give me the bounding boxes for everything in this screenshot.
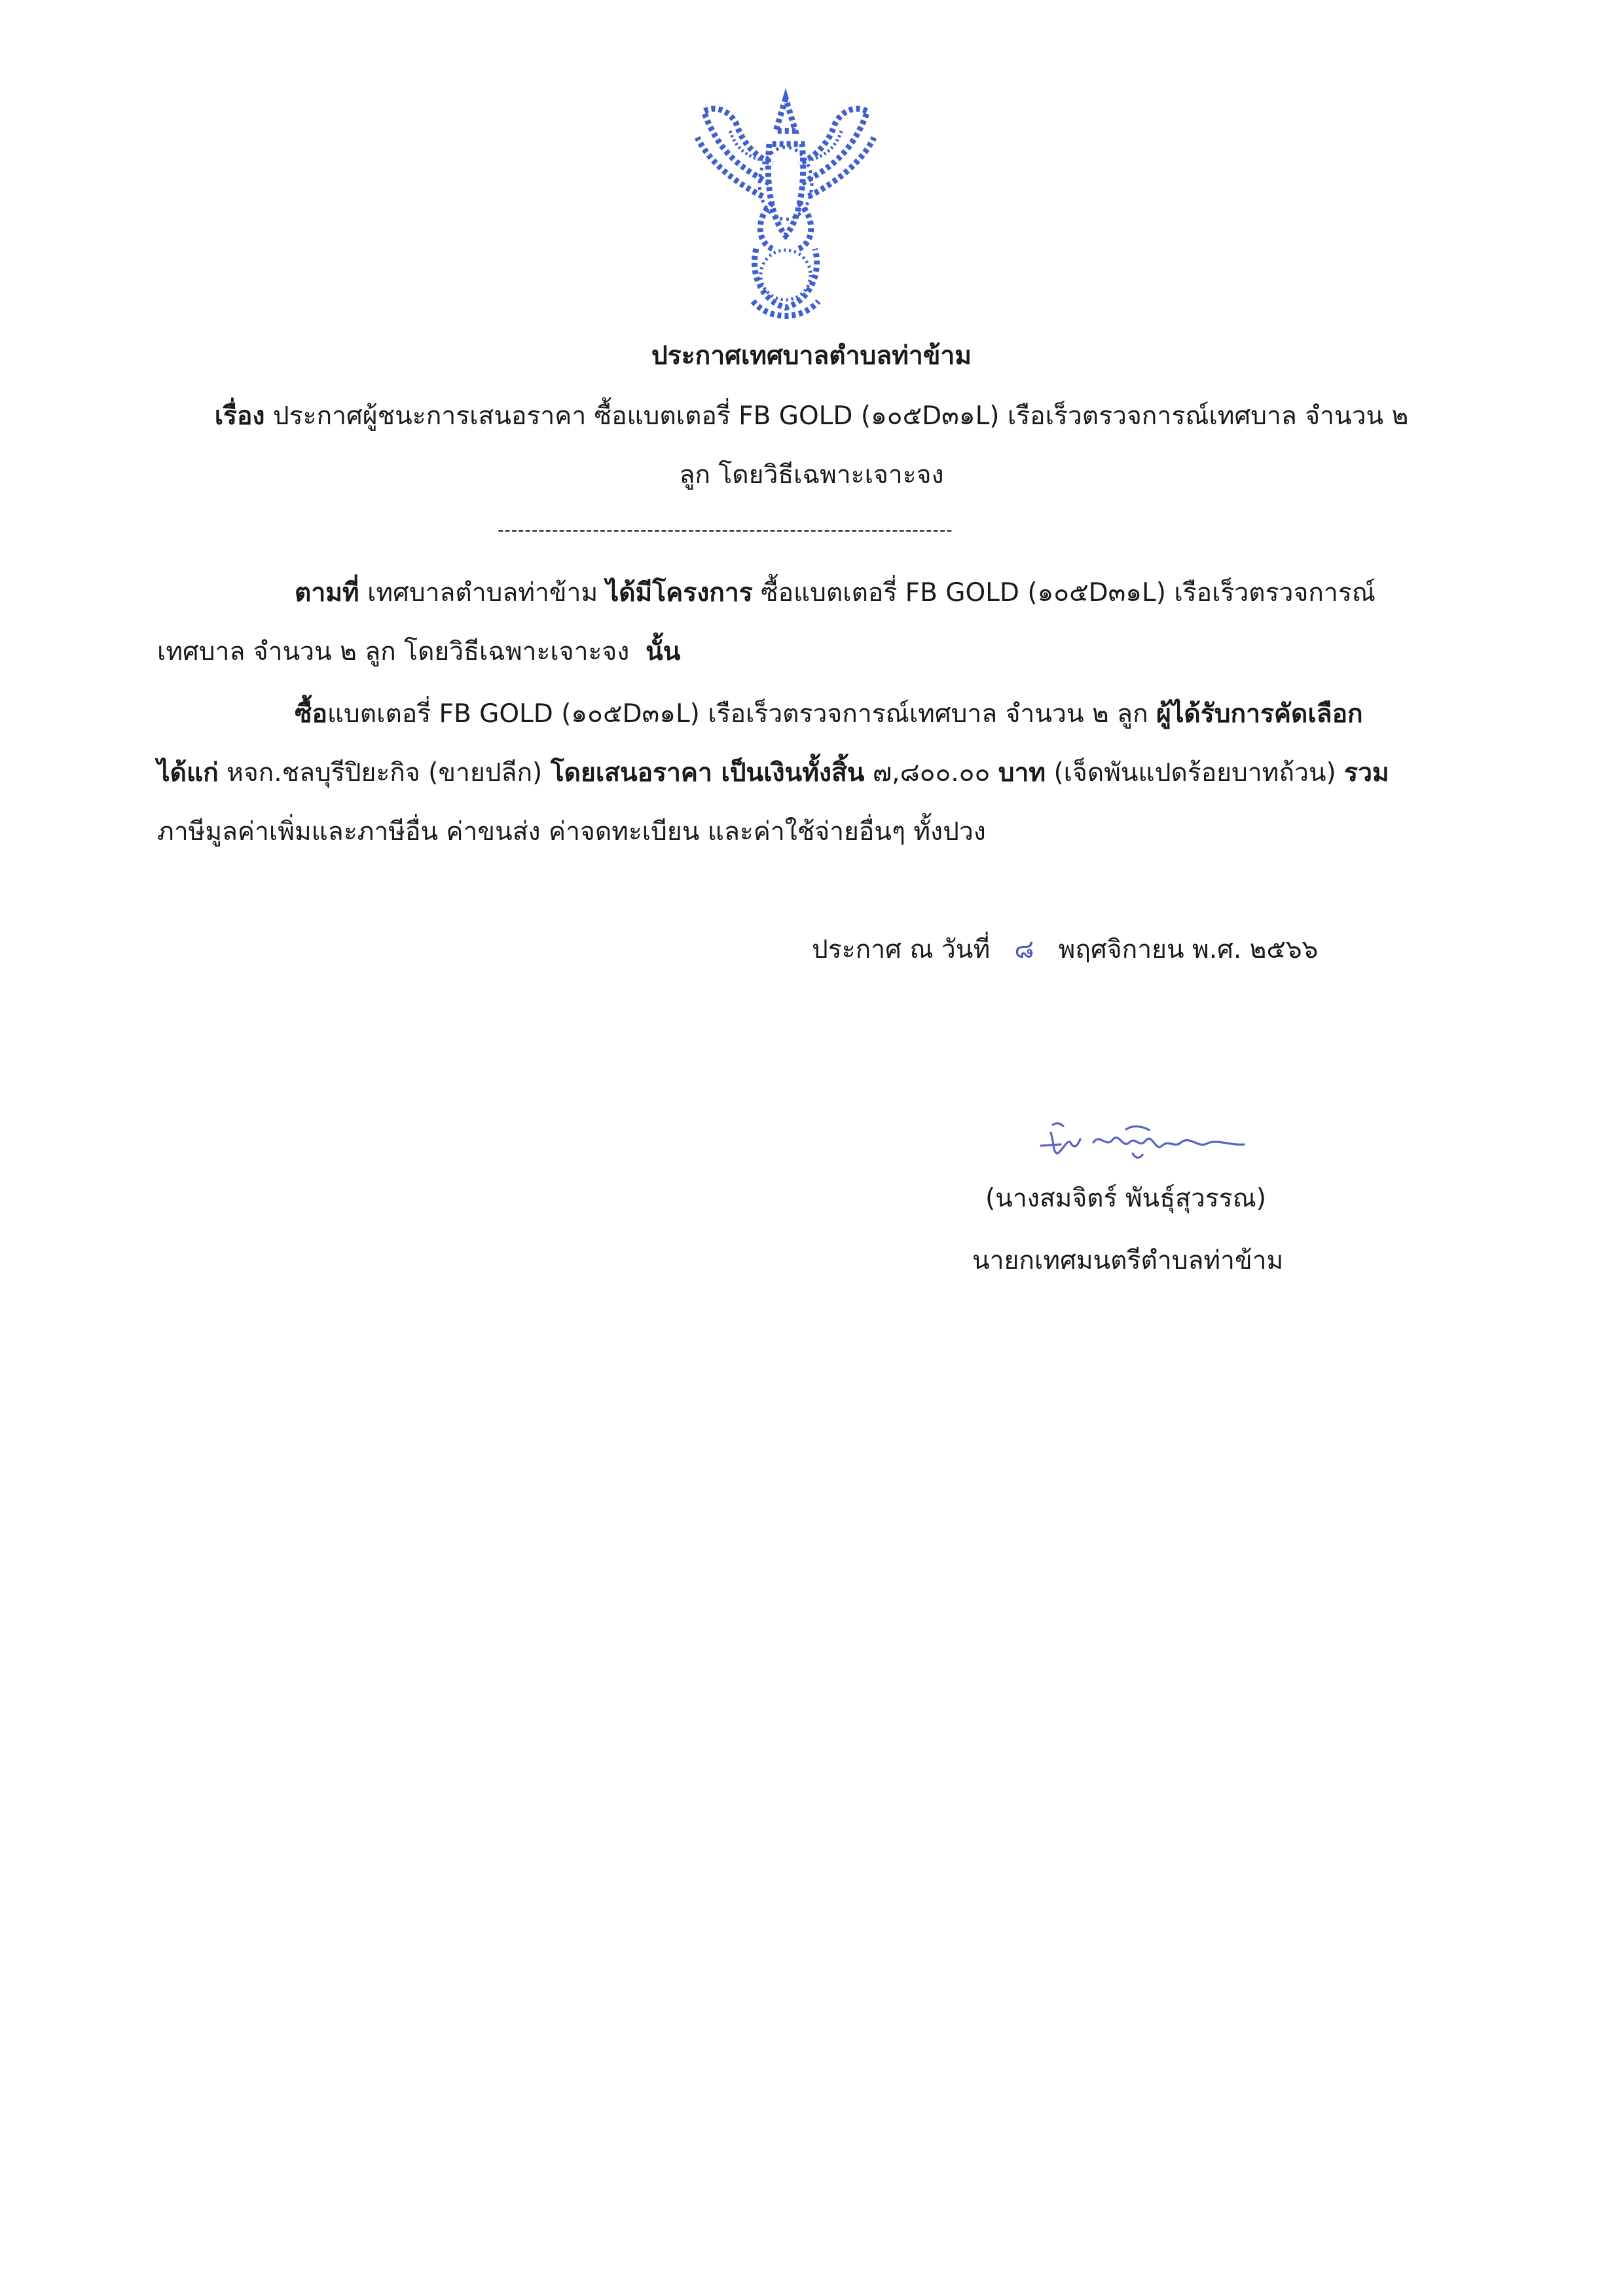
subject-label: เรื่อง [214, 401, 265, 431]
p2-label-3: ได้แก่ [157, 758, 219, 788]
p1-end: นั้น [646, 637, 681, 666]
p2-amount-words: (เจ็ดพันแปดร้อยบาทถ้วน) [1053, 758, 1336, 788]
p2-item: แบตเตอรี่ FB GOLD (๑๐๕D๓๑L) เรือเร็วตรวจการณ์เทศบาล จำนวน ๒ ลูก [327, 699, 1148, 729]
signer-position: นายกเทศมนตรีตำบลท่าข้าม [972, 1246, 1284, 1275]
date-prefix: ประกาศ ณ วันที่ [812, 935, 991, 964]
p2-label-5: บาท [998, 758, 1046, 788]
announcement-title: ประกาศเทศบาลตำบลท่าข้าม [651, 341, 972, 371]
announcement-date [812, 933, 1318, 967]
paragraph-1-line-1 [295, 576, 1376, 610]
p1-project: ซื้อแบตเตอรี่ FB GOLD (๑๐๕D๓๑L) เรือเร็วตรวจการณ์ [761, 578, 1376, 608]
date-month-year: พฤศจิกายน พ.ศ. ๒๕๖๖ [1058, 935, 1319, 964]
subject-line-1 [0, 399, 1623, 433]
handwritten-signature-icon [1034, 1113, 1250, 1165]
p2-label-2: ผู้ได้รับการคัดเลือก [1156, 699, 1363, 729]
signer-name: (นางสมจิตร์ พันธุ์สุวรรณ) [985, 1184, 1267, 1213]
paragraph-2-line-3: ภาษีมูลค่าเพิ่มและภาษีอื่น ค่าขนส่ง ค่าจดทะเบียน และค่าใช้จ่ายอื่นๆ ทั้งปวง [157, 817, 986, 847]
p2-label: ซื้อ [295, 699, 327, 729]
divider-line: ------------------------------------------------------------------- [498, 520, 953, 540]
p1-label-2: ได้มีโครงการ [606, 578, 753, 608]
p2-vendor: หจก.ชลบุรีปิยะกิจ (ขายปลีก) [227, 758, 543, 788]
subject-line-2: ลูก โดยวิธีเฉพาะเจาะจง [679, 460, 944, 490]
date-day: ๘ [1014, 935, 1034, 964]
p2-label-4: โดยเสนอราคา เป็นเงินทั้งสิ้น [550, 758, 865, 788]
subject-text-1: ประกาศผู้ชนะการเสนอราคา ซื้อแบตเตอรี่ FB GOLD (๑๐๕D๓๑L) เรือเร็วตรวจการณ์เทศบาล จำนวน ๒ [272, 401, 1409, 431]
paragraph-2-line-2 [157, 756, 1389, 790]
paragraph-2-line-1 [295, 697, 1363, 731]
p1-label: ตามที่ [295, 578, 359, 608]
paragraph-1-line-2 [157, 635, 680, 669]
garuda-emblem-icon [691, 85, 881, 327]
p1-org: เทศบาลตำบลท่าข้าม [367, 578, 598, 608]
p1-line-2-text: เทศบาล จำนวน ๒ ลูก โดยวิธีเฉพาะเจาะจง [157, 637, 630, 666]
p2-label-6: รวม [1344, 758, 1389, 788]
p2-amount: ๗,๘๐๐.๐๐ [872, 758, 991, 788]
